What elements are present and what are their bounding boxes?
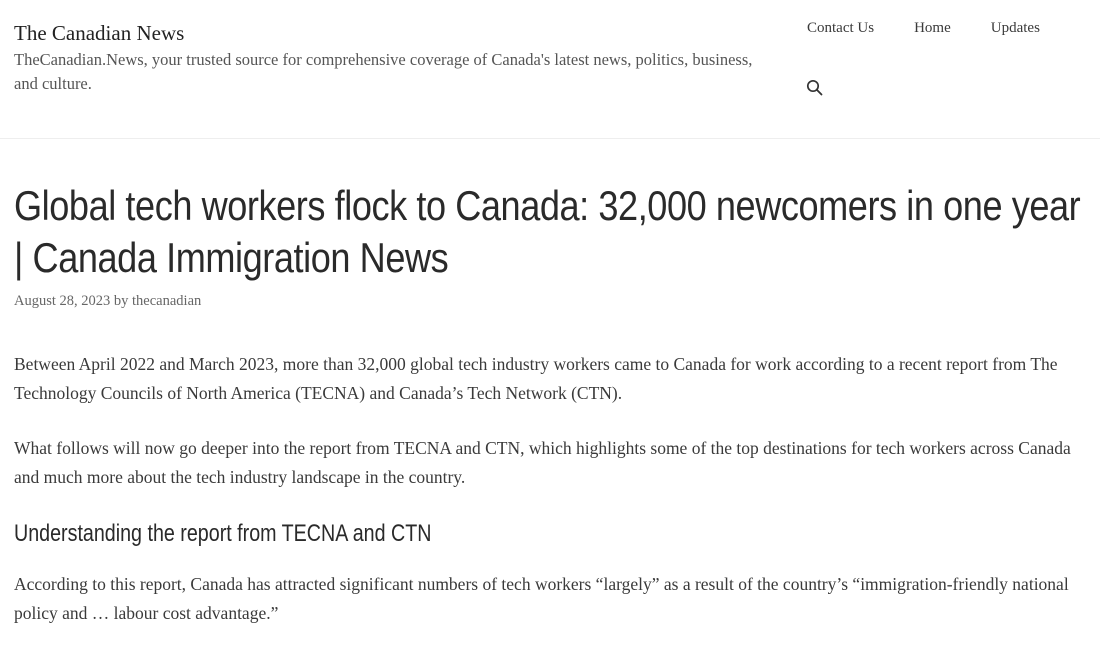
article-paragraph-1: Between April 2022 and March 2023, more than 32,000 global tech industry workers came to Canada for work according to a recent report from The Technology Councils of North America (TECNA) and Canada’s Tech Network (CTN). bbox=[14, 354, 1058, 403]
nav-home[interactable]: Home bbox=[914, 20, 951, 36]
nav-updates[interactable]: Updates bbox=[990, 20, 1040, 36]
main-nav bbox=[807, 18, 1040, 38]
site-title-link[interactable]: The Canadian News bbox=[14, 21, 185, 45]
author-link[interactable]: thecanadian bbox=[132, 293, 202, 309]
article-title: Global tech workers flock to Canada: 32,000 newcomers in one year | Canada Immigration News bbox=[14, 182, 1081, 281]
section-heading: Understanding the report from TECNA and CTN bbox=[14, 520, 432, 547]
article-meta bbox=[14, 293, 1089, 310]
search-icon bbox=[806, 79, 823, 96]
nav-contact-us[interactable]: Contact Us bbox=[807, 20, 875, 36]
byline-by: by bbox=[113, 293, 133, 309]
article-date-link[interactable]: August 28, 2023 bbox=[14, 293, 111, 309]
article-paragraph-2: What follows will now go deeper into the report from TECNA and CTN, which highlights some of the top destinations for tech workers across Canada and much more about the tech industry landscape in the country. bbox=[14, 438, 1071, 487]
site-branding bbox=[14, 20, 754, 96]
search-button[interactable] bbox=[805, 79, 823, 97]
site-tagline: TheCanadian.News, your trusted source for comprehensive coverage of Canada's latest news, politics, business, and culture. bbox=[14, 50, 753, 93]
article-paragraph-3: According to this report, Canada has attracted significant numbers of tech workers “largely” as a result of the country’s “immigration-friendly national policy and … labour cost advantage.” bbox=[14, 574, 1069, 623]
site-header bbox=[0, 0, 1100, 139]
article bbox=[14, 180, 1089, 623]
